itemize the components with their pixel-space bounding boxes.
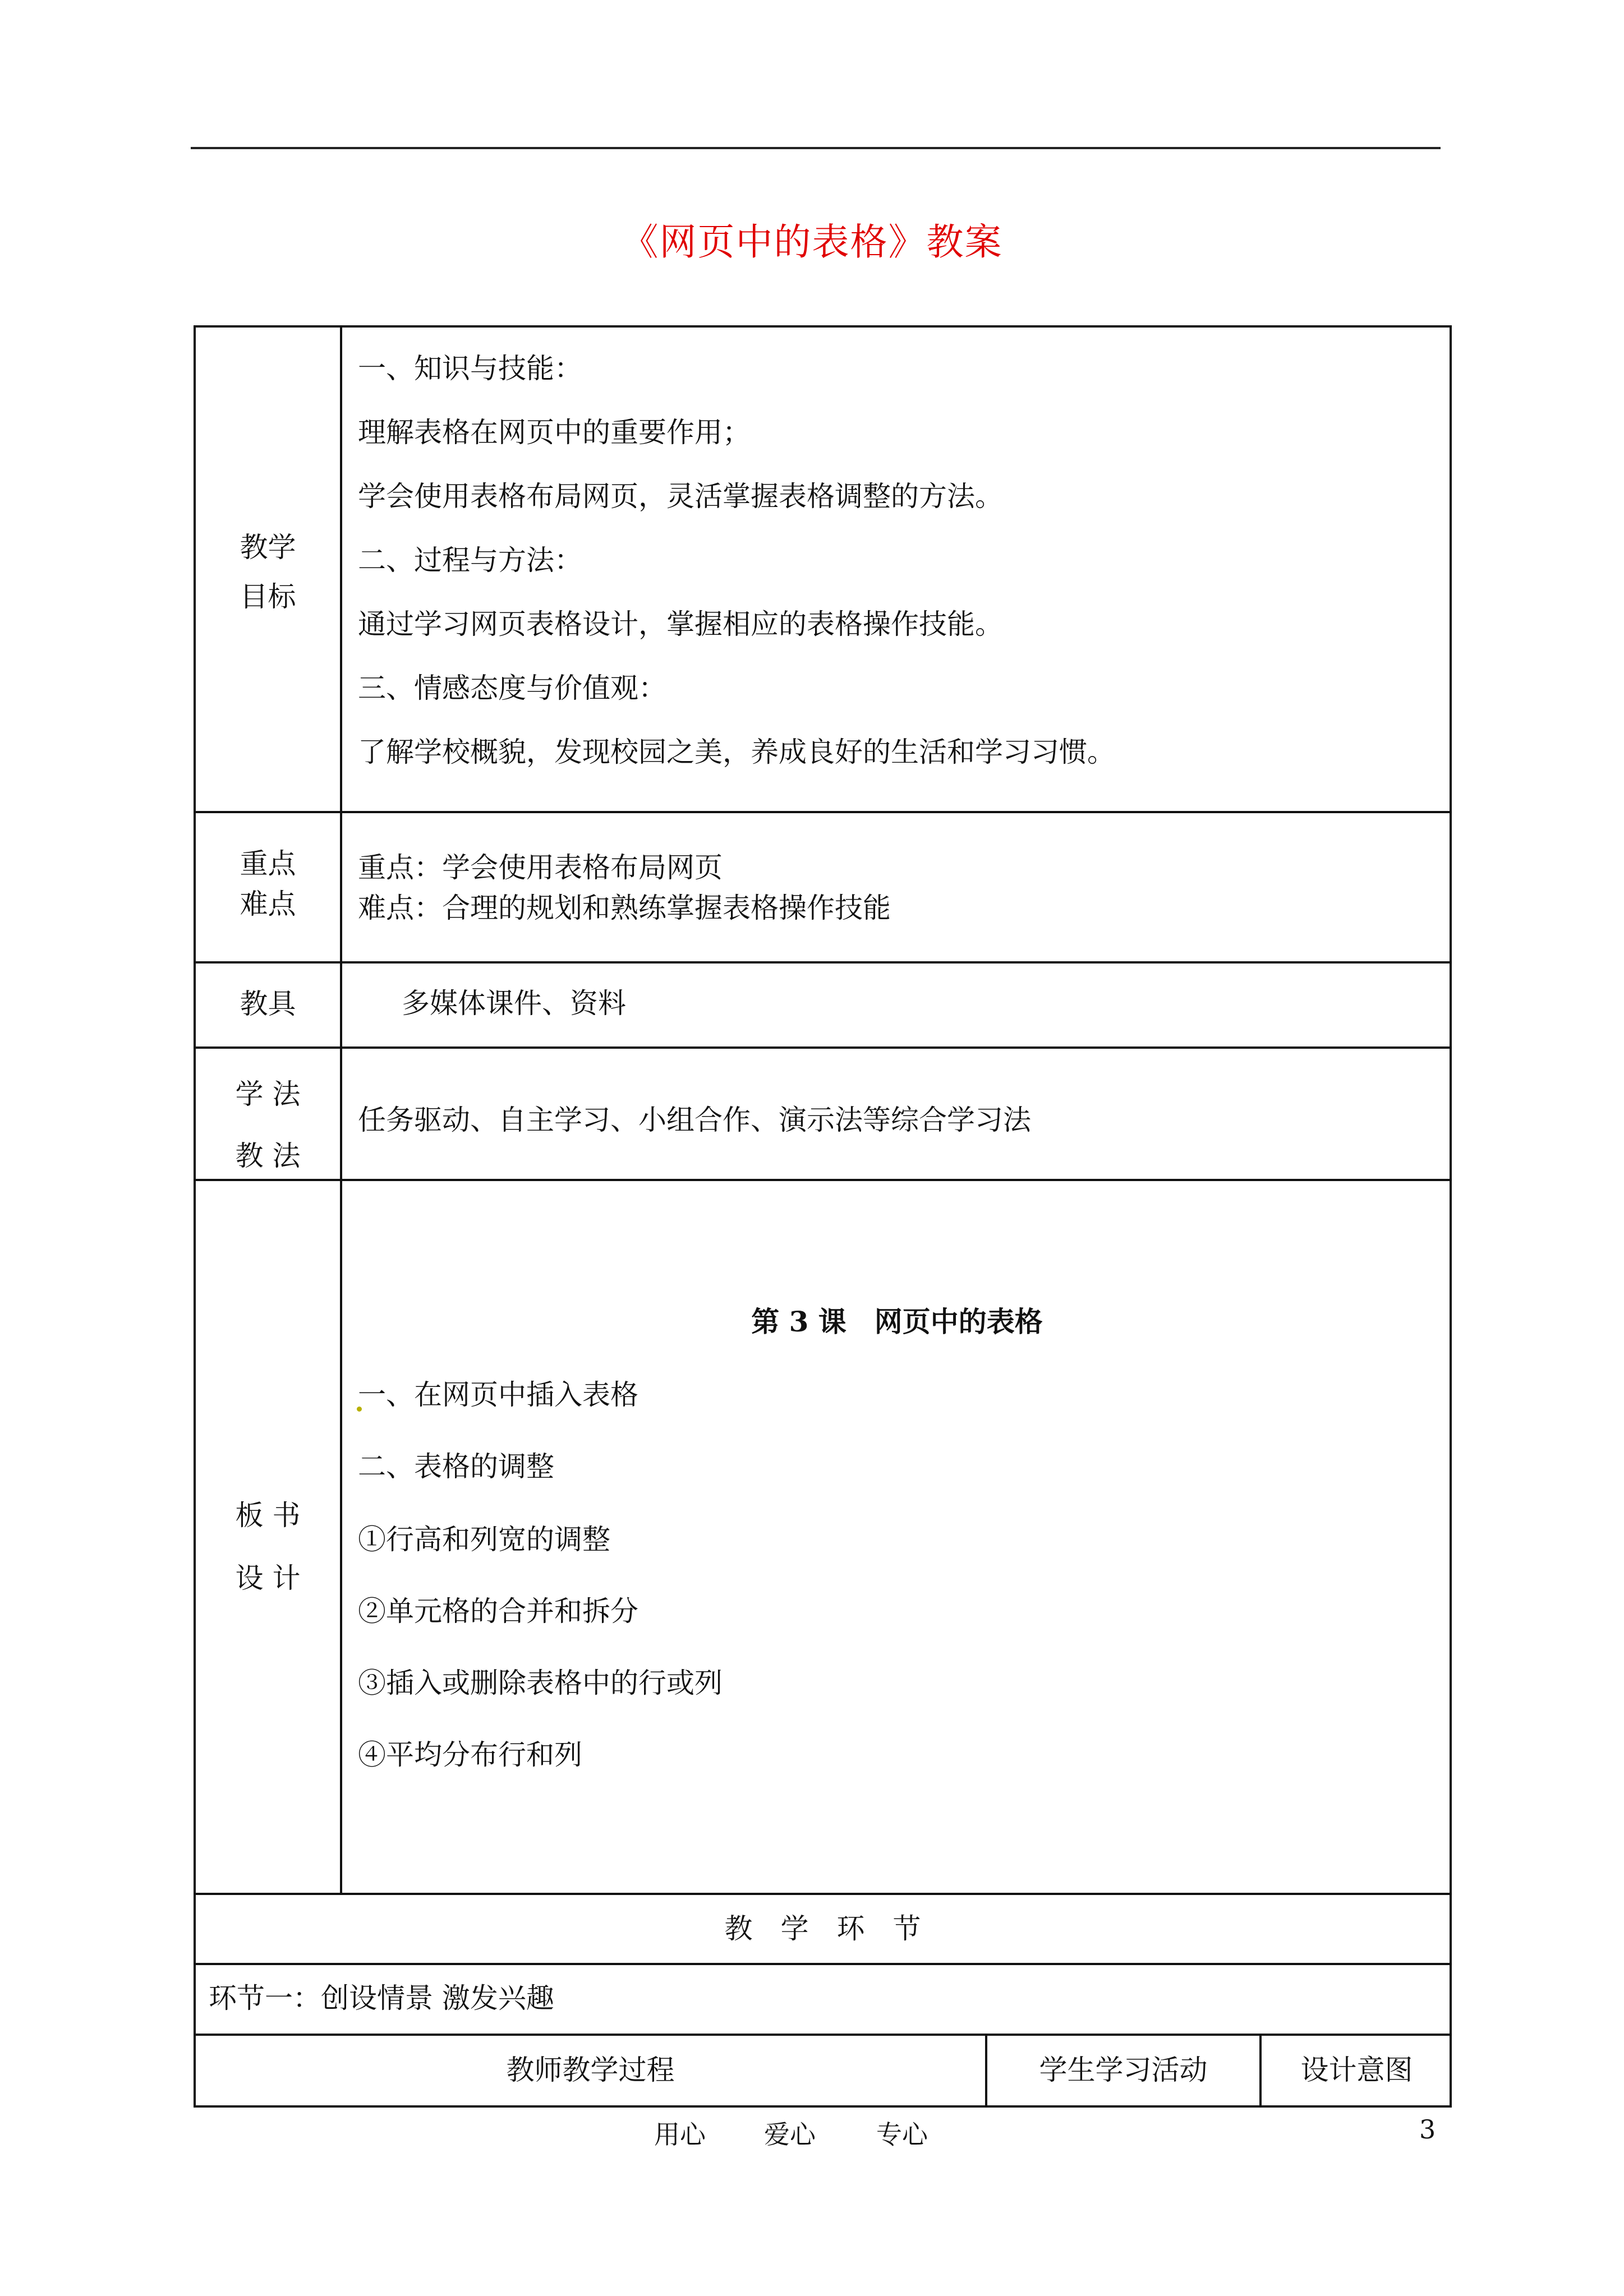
teacher-process-header: 教师教学过程 [506,2054,675,2086]
tools-label: 教具 [240,988,296,1020]
board-line: ②单元格的合并和拆分 [358,1595,638,1628]
objectives-line: 学会使用表格布局网页，灵活掌握表格调整的方法。 [358,480,1003,513]
student-activity-header: 学生学习活动 [1039,2054,1208,2086]
row-divider [194,1179,1452,1181]
key-point-line: 重点：学会使用表格布局网页 [358,851,723,884]
design-intent-header: 设计意图 [1300,2054,1413,2086]
key-points-label: 重点 难点 [240,847,296,920]
row-divider [194,2034,1452,2036]
row-divider [194,1046,1452,1049]
difficult-point-line: 难点：合理的规划和熟练掌握表格操作技能 [358,892,891,924]
objectives-label: 教学 目标 [240,531,296,613]
row-divider [194,1893,1452,1895]
board-line: 一、在网页中插入表格 [358,1378,638,1411]
footer-item: 用心 [654,2119,706,2150]
board-line: ①行高和列宽的调整 [358,1523,610,1556]
footer-item: 专心 [876,2119,928,2150]
lesson-plan-table [194,325,1452,2108]
objectives-line: 三、情感态度与价值观： [358,672,666,704]
row-divider [194,1963,1452,1965]
board-line: ③插入或删除表格中的行或列 [358,1667,723,1699]
objectives-line: 理解表格在网页中的重要作用； [358,416,751,449]
row-divider [194,961,1452,963]
teaching-steps-heading: 教 学 环 节 [724,1912,921,1945]
header-rule [191,147,1441,149]
footer-item: 爱心 [764,2119,816,2150]
board-heading: 第 3 课 网页中的表格 [751,1305,1043,1338]
step-one-text: 环节一：创设情景 激发兴趣 [209,1982,554,2014]
objectives-line: 通过学习网页表格设计，掌握相应的表格操作技能。 [358,608,1003,640]
column-divider [340,325,342,1894]
board-line: ④平均分布行和列 [358,1739,582,1771]
objectives-line: 一、知识与技能： [358,352,582,385]
tools-text: 多媒体课件、资料 [402,987,626,1020]
board-label: 板 书 设 计 [235,1499,301,1594]
row-divider [194,811,1452,813]
page-title: 《网页中的表格》教案 [621,220,1003,264]
methods-label: 学 法 教 法 [235,1078,301,1172]
page-number: 3 [1419,2114,1436,2145]
objectives-line: 二、过程与方法： [358,544,582,577]
board-line: 二、表格的调整 [358,1450,554,1483]
objectives-line: 了解学校概貌，发现校园之美，养成良好的生活和学习习惯。 [358,736,1115,768]
methods-text: 任务驱动、自主学习、小组合作、演示法等综合学习法 [358,1104,1031,1136]
